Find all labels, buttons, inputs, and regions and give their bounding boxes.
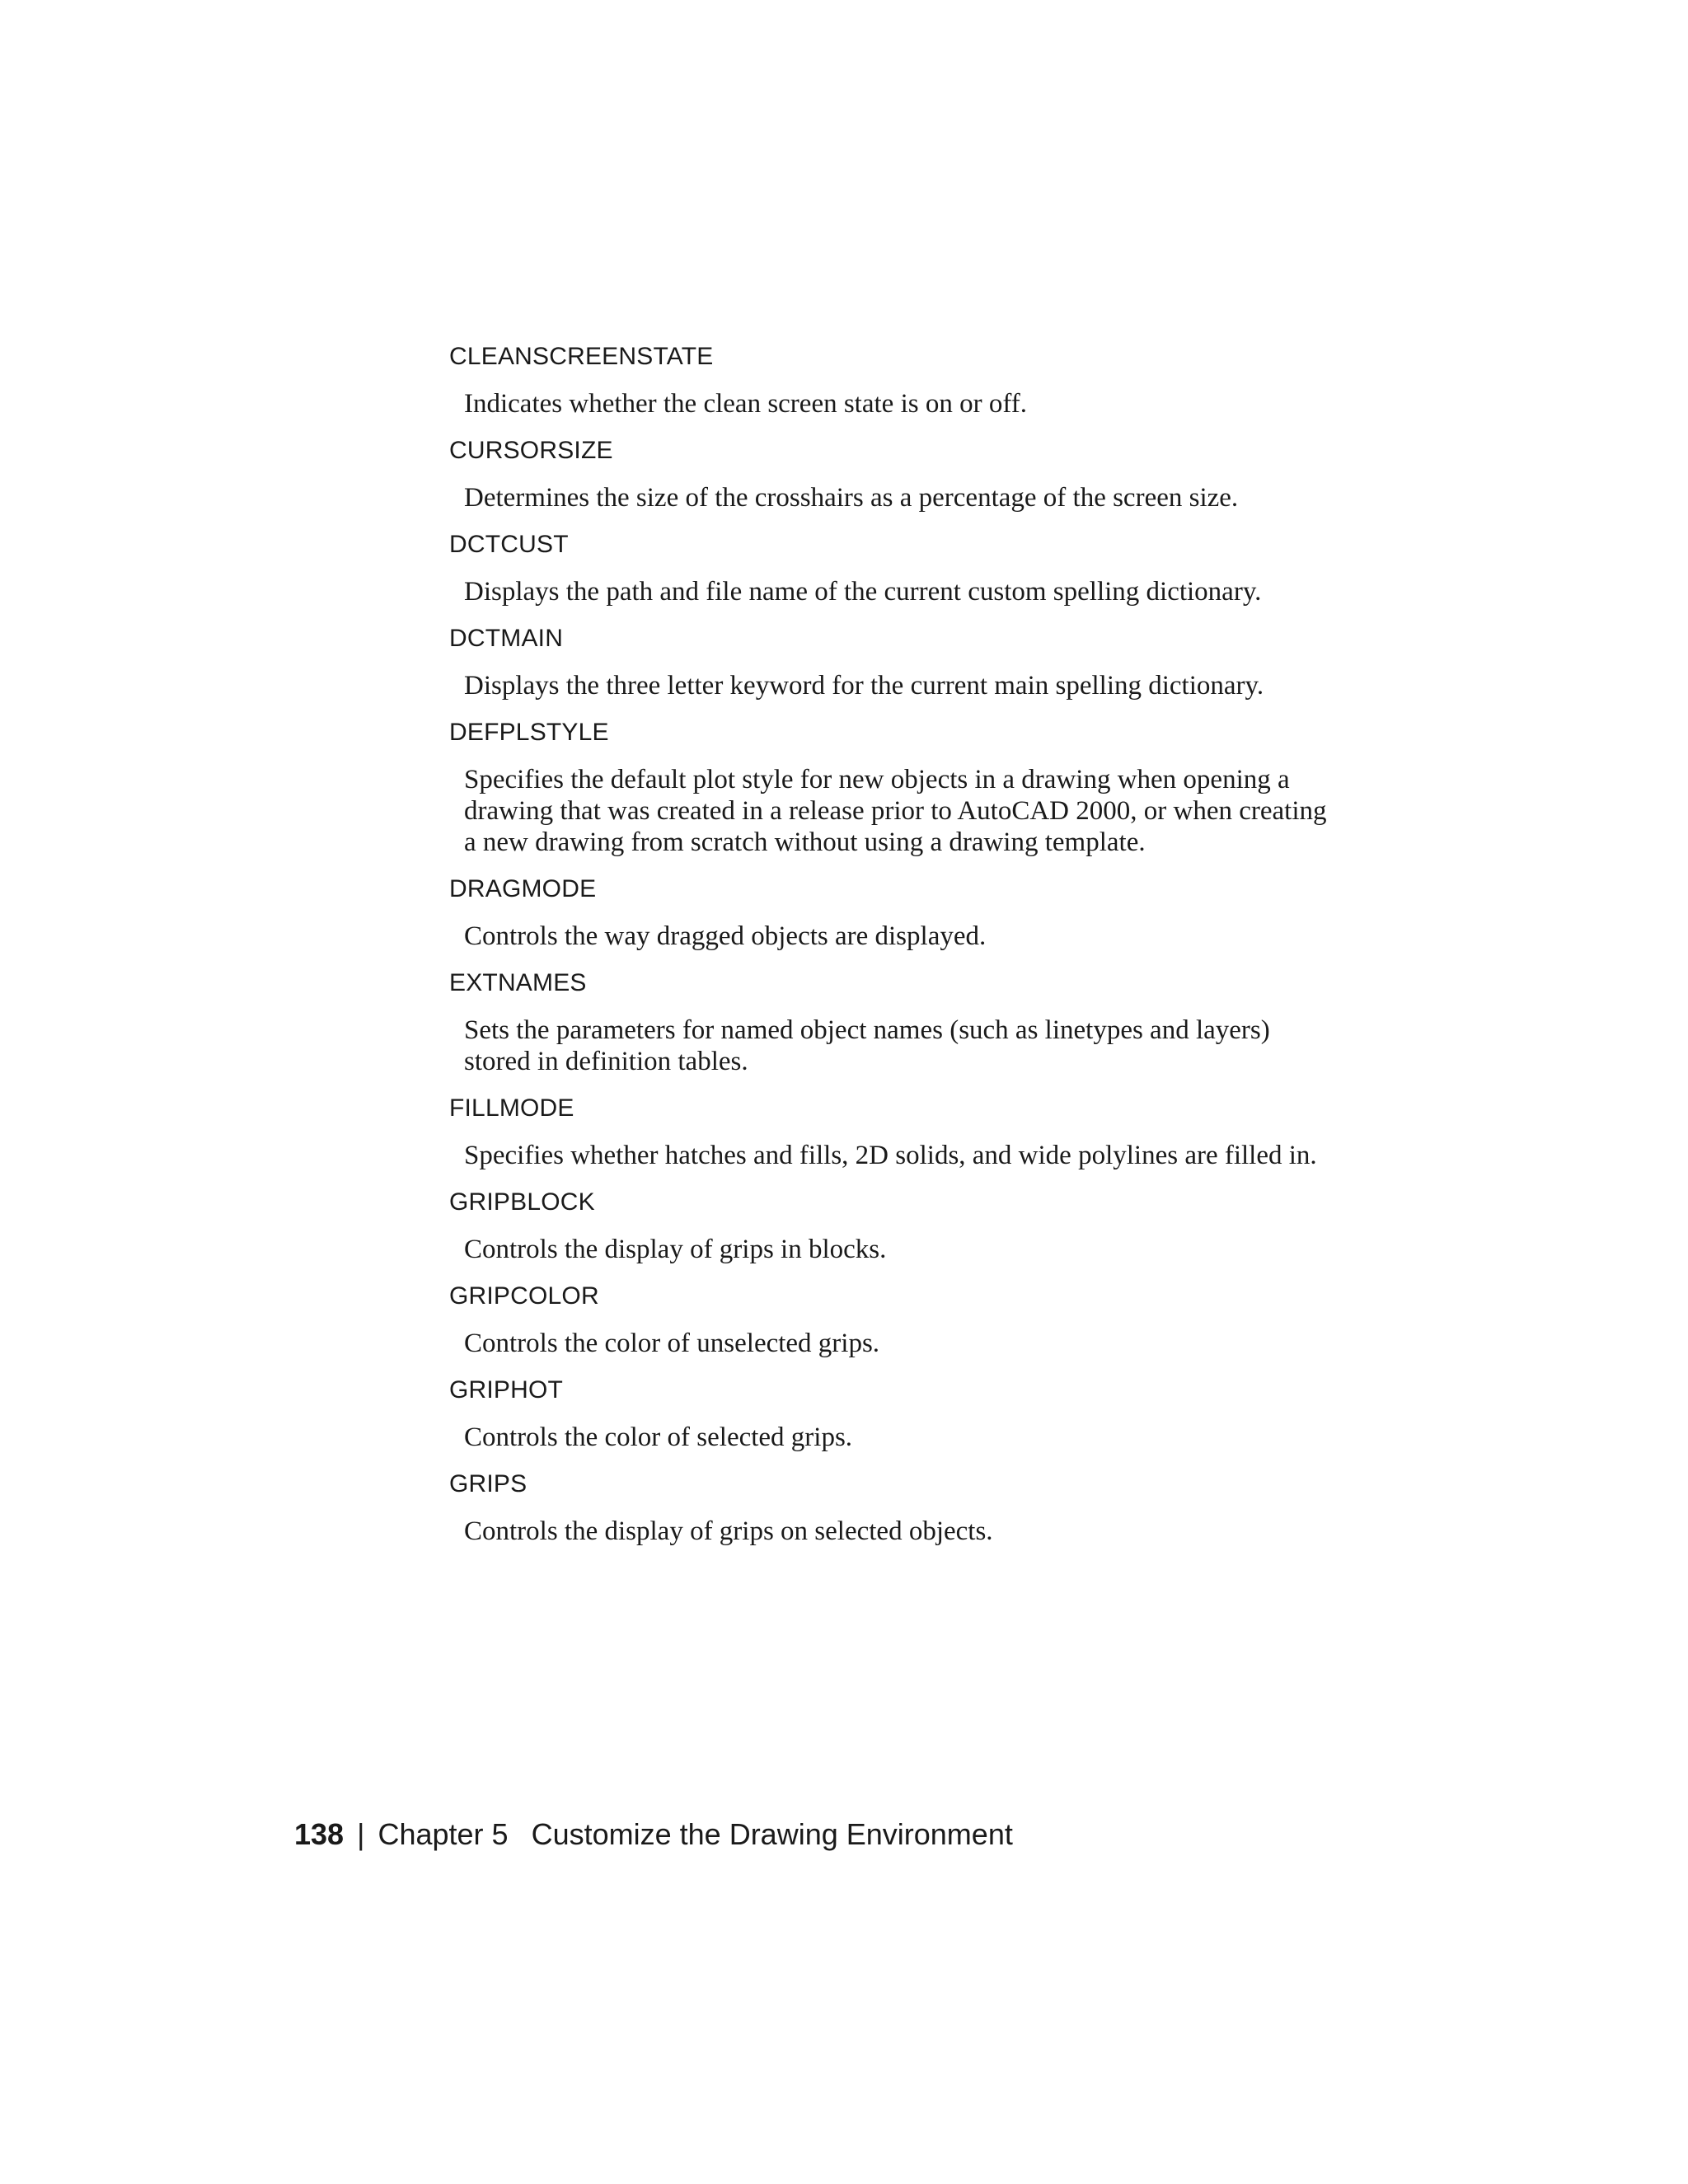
page-number: 138 <box>294 1817 345 1851</box>
entry-description: Determines the size of the crosshairs as a percentage of the screen size. <box>464 483 1239 513</box>
entry-description: Specifies whether hatches and fills, 2D solids, and wide polylines are filled in. <box>464 1141 1317 1170</box>
entry-extnames <box>449 967 1339 1077</box>
entry-term: DEFPLSTYLE <box>449 719 609 746</box>
entry-term: EXTNAMES <box>449 969 587 996</box>
entry-term: CURSORSIZE <box>449 437 613 464</box>
entry-grips <box>449 1468 1339 1547</box>
entry-cursorsize <box>449 434 1339 513</box>
entry-description: Controls the way dragged objects are displayed. <box>464 921 987 951</box>
entry-term: GRIPS <box>449 1470 528 1497</box>
entry-description: Indicates whether the clean screen state is on or off. <box>464 389 1027 419</box>
chapter-label: Chapter 5 <box>377 1817 509 1851</box>
entry-gripblock <box>449 1186 1339 1265</box>
entry-description: Displays the path and file name of the current custom spelling dictionary. <box>464 577 1262 607</box>
entry-griphot <box>449 1374 1339 1453</box>
entry-term: GRIPCOLOR <box>449 1282 599 1310</box>
entry-defplstyle <box>449 716 1339 858</box>
entry-description: Specifies the default plot style for new objects in a drawing when opening a drawing that was created in a release prior to AutoCAD 2000, or when creating a new drawing from scratch without using a drawing template. <box>464 765 1327 857</box>
entry-dctcust <box>449 528 1339 607</box>
system-variable-list <box>449 340 1339 1562</box>
chapter-title: Customize the Drawing Environment <box>531 1817 1013 1851</box>
entry-description: Controls the display of grips on selected objects. <box>464 1516 993 1546</box>
entry-term: GRIPHOT <box>449 1376 564 1404</box>
page-footer <box>294 1816 1013 1853</box>
entry-description: Controls the color of unselected grips. <box>464 1329 880 1358</box>
entry-term: DCTCUST <box>449 531 569 558</box>
entry-description: Controls the color of selected grips. <box>464 1422 853 1452</box>
footer-separator: | <box>357 1817 365 1851</box>
entry-term: DCTMAIN <box>449 625 564 652</box>
entry-dragmode <box>449 873 1339 952</box>
entry-dctmain <box>449 622 1339 701</box>
entry-term: DRAGMODE <box>449 875 597 902</box>
entry-term: FILLMODE <box>449 1094 574 1122</box>
entry-fillmode <box>449 1092 1339 1171</box>
entry-gripcolor <box>449 1280 1339 1359</box>
entry-description: Controls the display of grips in blocks. <box>464 1235 887 1264</box>
entry-description: Sets the parameters for named object names (such as linetypes and layers) stored in definition tables. <box>464 1015 1270 1076</box>
entry-description: Displays the three letter keyword for the current main spelling dictionary. <box>464 671 1264 701</box>
entry-term: CLEANSCREENSTATE <box>449 343 714 370</box>
entry-term: GRIPBLOCK <box>449 1188 595 1216</box>
entry-cleanscreenstate <box>449 340 1339 419</box>
